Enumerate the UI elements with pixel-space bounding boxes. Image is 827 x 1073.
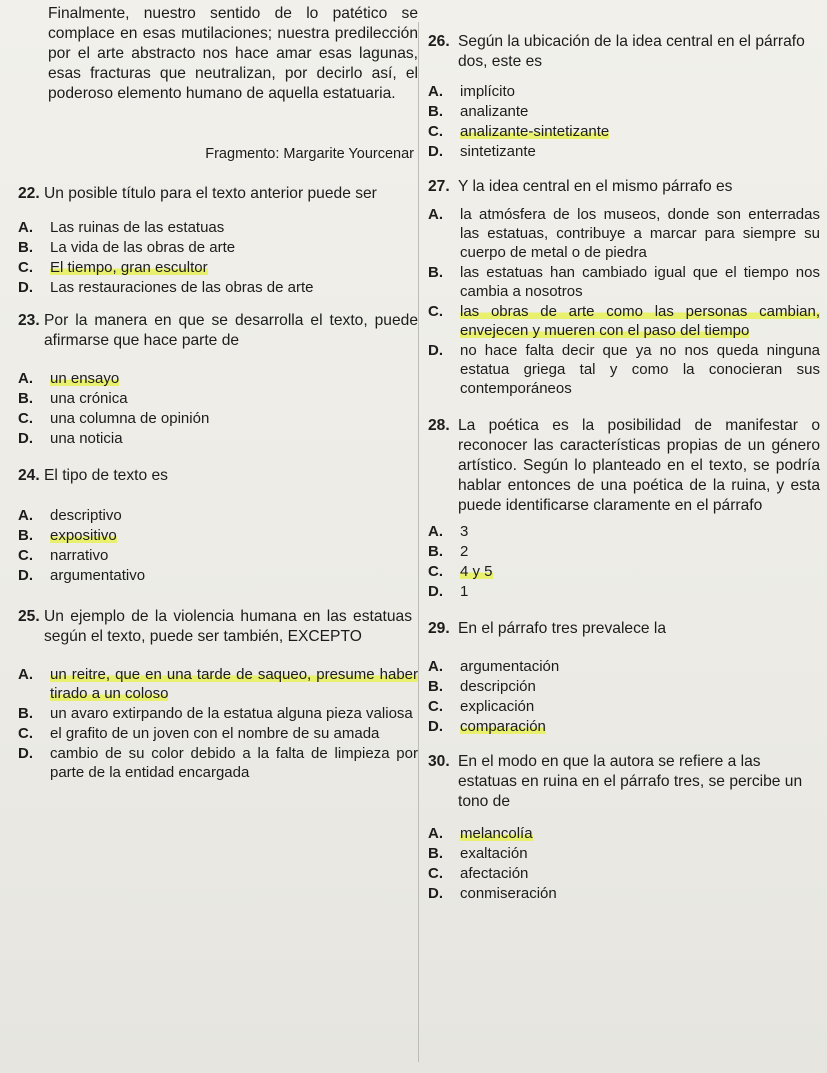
- option-25-c[interactable]: C. el grafito de un joven con el nombre de su amada: [18, 725, 380, 742]
- question-stem: La poética es la posibilidad de manifestar o reconocer las características propias de un género artístico. Según lo planteado en el texto, se podría hablar entonces de una poética de la ruina, y esta puede identificarse claramente en el párrafo: [458, 417, 820, 514]
- highlighted-answer: El tiempo, gran escultor: [50, 259, 208, 276]
- question-22: [18, 184, 418, 297]
- question-stem: Y la idea central en el mismo párrafo es: [458, 178, 733, 195]
- option-27-b[interactable]: B. las estatuas han cambiado igual que el tiempo nos cambia a nosotros: [428, 264, 820, 300]
- option-22-a[interactable]: A. Las ruinas de las estatuas: [18, 219, 225, 236]
- column-divider: [418, 22, 419, 1062]
- option-23-c[interactable]: C. una columna de opinión: [18, 410, 210, 427]
- question-stem: El tipo de texto es: [44, 467, 168, 484]
- option-24-b[interactable]: B. expositivo: [18, 527, 117, 544]
- question-23: [18, 311, 418, 448]
- highlighted-answer: analizante-sintetizante: [460, 123, 610, 140]
- highlighted-answer: comparación: [460, 718, 546, 735]
- option-27-c[interactable]: C. las obras de arte como las personas cambian, envejecen y mueren con el paso del tiempo: [428, 303, 820, 339]
- question-stem: En el párrafo tres prevalece la: [458, 620, 667, 637]
- question-number: 22.: [18, 185, 40, 202]
- question-number: 29.: [428, 620, 450, 637]
- option-28-c[interactable]: C. 4 y 5: [428, 563, 493, 580]
- option-28-d[interactable]: D. 1: [428, 583, 469, 600]
- question-26: [428, 32, 820, 161]
- option-29-a[interactable]: A. argumentación: [428, 658, 560, 675]
- option-30-a[interactable]: A. melancolía: [428, 825, 533, 842]
- options-30: [428, 824, 820, 903]
- highlighted-answer: un reitre, que en una tarde de saqueo, presume haber tirado a un coloso: [50, 666, 418, 702]
- options-28: [428, 522, 820, 601]
- highlighted-answer: 4 y 5: [460, 563, 493, 580]
- option-22-b[interactable]: B. La vida de las obras de arte: [18, 239, 236, 256]
- question-stem: Según la ubicación de la idea central en el párrafo dos, este es: [458, 33, 805, 70]
- question-28: [428, 416, 820, 601]
- option-25-b[interactable]: B. un avaro extirpando de la estatua alguna pieza valiosa: [18, 705, 413, 722]
- highlighted-answer: un ensayo: [50, 370, 120, 387]
- question-stem: Por la manera en que se desarrolla el texto, puede afirmarse que hace parte de: [44, 312, 418, 349]
- question-number: 26.: [428, 33, 450, 50]
- options-29: [428, 657, 820, 736]
- option-28-b[interactable]: B. 2: [428, 543, 469, 560]
- question-27: [428, 177, 820, 398]
- question-number: 27.: [428, 178, 450, 195]
- option-29-b[interactable]: B. descripción: [428, 678, 536, 695]
- option-27-a[interactable]: A. la atmósfera de los museos, donde son enterradas las estatuas, contribuye a marcar para siempre su cuerpo de metal o de piedra: [428, 206, 820, 261]
- question-24: [18, 466, 418, 585]
- options-23: [18, 369, 418, 448]
- option-28-a[interactable]: A. 3: [428, 523, 469, 540]
- question-stem: Un posible título para el texto anterior puede ser: [44, 185, 377, 202]
- passage-source: Fragmento: Margarite Yourcenar: [205, 146, 414, 162]
- left-column: [18, 4, 418, 783]
- option-27-d[interactable]: D. no hace falta decir que ya no nos queda ninguna estatua griega tal y como la conocieran sus contemporáneos: [428, 342, 820, 397]
- option-22-d[interactable]: D. Las restauraciones de las obras de arte: [18, 279, 314, 296]
- option-23-b[interactable]: B. una crónica: [18, 390, 128, 407]
- question-number: 24.: [18, 467, 40, 484]
- option-30-c[interactable]: C. afectación: [428, 865, 529, 882]
- question-stem: En el modo en que la autora se refiere a las estatuas en ruina en el párrafo tres, se percibe un tono de: [458, 753, 803, 810]
- options-25: [18, 665, 418, 782]
- option-30-d[interactable]: D. conmiseración: [428, 885, 557, 902]
- option-25-a[interactable]: A. un reitre, que en una tarde de saqueo, presume haber tirado a un coloso: [18, 666, 418, 702]
- option-29-d[interactable]: D. comparación: [428, 718, 546, 735]
- option-29-c[interactable]: C. explicación: [428, 698, 535, 715]
- question-30: [428, 752, 820, 903]
- options-22: [18, 218, 418, 297]
- question-stem: Un ejemplo de la violencia humana en las estatuas según el texto, puede ser también, EXCEPTO: [44, 608, 412, 645]
- question-number: 28.: [428, 417, 450, 434]
- option-24-a[interactable]: A. descriptivo: [18, 507, 122, 524]
- question-number: 23.: [18, 312, 40, 329]
- highlighted-answer: melancolía: [460, 825, 533, 842]
- option-26-d[interactable]: D. sintetizante: [428, 143, 536, 160]
- option-26-b[interactable]: B. analizante: [428, 103, 529, 120]
- options-24: [18, 506, 418, 585]
- option-26-c[interactable]: C. analizante-sintetizante: [428, 123, 610, 140]
- highlighted-answer: las obras de arte como las personas cambian, envejecen y mueren con el paso del tiempo: [460, 303, 820, 339]
- option-30-b[interactable]: B. exaltación: [428, 845, 528, 862]
- option-25-d[interactable]: D. cambio de su color debido a la falta de limpieza por parte de la entidad encargada: [18, 745, 418, 781]
- option-24-c[interactable]: C. narrativo: [18, 547, 109, 564]
- options-26: [428, 82, 820, 161]
- question-number: 25.: [18, 608, 40, 625]
- question-25: [18, 607, 418, 782]
- option-24-d[interactable]: D. argumentativo: [18, 567, 146, 584]
- question-29: [428, 619, 820, 736]
- options-27: [428, 205, 820, 398]
- option-23-d[interactable]: D. una noticia: [18, 430, 123, 447]
- highlighted-answer: expositivo: [50, 527, 117, 544]
- right-column: [428, 28, 820, 904]
- option-22-c[interactable]: C. El tiempo, gran escultor: [18, 259, 208, 276]
- option-26-a[interactable]: A. implícito: [428, 83, 516, 100]
- question-number: 30.: [428, 753, 450, 770]
- passage-text: Finalmente, nuestro sentido de lo patético se complace en esas mutilaciones; nuestra predilección por el arte abstracto nos hace amar esas lagunas, esas fracturas que neutralizan, por decirlo así, el poderoso elemento humano de aquella estatuaria.: [48, 5, 418, 102]
- option-23-a[interactable]: A. un ensayo: [18, 370, 120, 387]
